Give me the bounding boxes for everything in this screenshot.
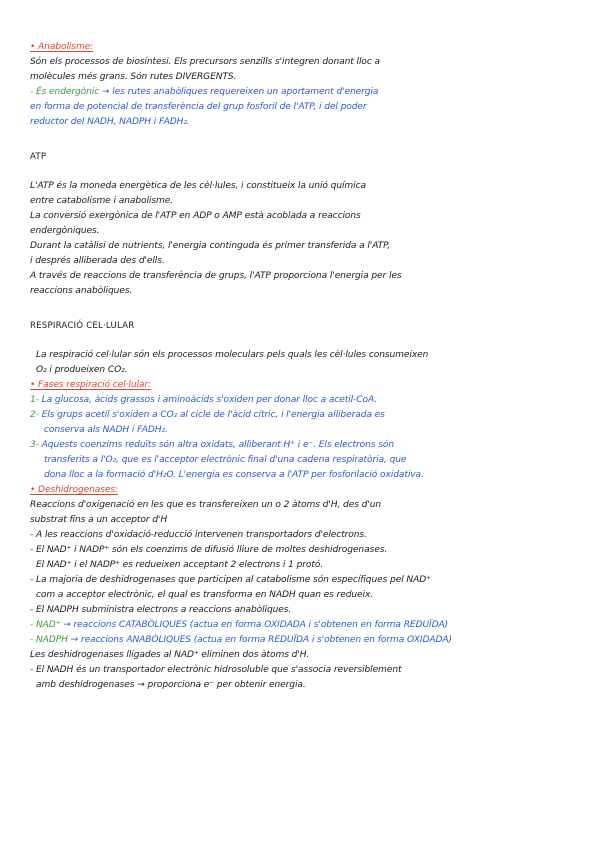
deshidro-line-10 [30, 633, 574, 648]
atp-line-7: A través de reaccions de transferència de grups, l'ATP proporciona l'energia per les [30, 271, 402, 281]
endergonic-prefix: - És endergònic [30, 87, 100, 97]
atp-line-5: Durant la catàlisi de nutrients, l'energia continguda és primer transferida a l'ATP, [30, 241, 391, 251]
anabolisme-line-2: molècules més grans. Són rutes DIVERGENTS. [30, 72, 237, 82]
respiracio-line-1: La respiració cel·lular són els processos moleculars pels quals les cèl·lules consumeixen [36, 350, 429, 360]
deshidro-line-2: substrat fins a un acceptor d'H [30, 515, 168, 525]
deshidro-line-1: Reaccions d'oxigenació en les que es transfereixen un o 2 àtoms d'H, des d'un [30, 500, 382, 510]
fase-3-number: 3- [30, 440, 39, 450]
anabolisme-heading-text: • Anabolisme: [30, 42, 94, 52]
section-heading-atp: ATP [30, 152, 47, 162]
deshidro-line-9 [30, 618, 574, 633]
nadph-rest: → reaccions ANABÒLIQUES (actua en forma REDUÏDA i s'obtenen en forma OXIDADA) [67, 635, 452, 645]
fase-3-text: Aquests coenzims reduïts són altra oxidats, alliberant H⁺ i e⁻. Els electrons són [38, 440, 394, 450]
anabolisme-line-4: en forma de potencial de transferència del grup fosforil de l'ATP, i del poder [30, 102, 367, 112]
fases-heading-text: • Fases respiració cel·lular: [30, 380, 151, 390]
fase-2-text: Els grups acetil s'oxiden a CO₂ al cicle de l'àcid cítric, i l'energia alliberada es [38, 410, 385, 420]
atp-line-4: endergòniques. [30, 226, 100, 236]
atp-line-6: i després alliberada des d'ells. [30, 256, 165, 266]
deshidro-line-12: - El NADH és un transportador electrònic hidrosoluble que s'associa reversiblement [30, 665, 402, 675]
fase-1-text: La glucosa, àcids grassos i aminoàcids s'oxiden per donar lloc a acetil-CoA. [38, 395, 378, 405]
fase-3-cont-2: dona lloc a la formació d'H₂O. L'energia es conserva a l'ATP per fosforilació oxidativa. [44, 470, 424, 480]
atp-line-8: reaccions anabòliques. [30, 286, 133, 296]
atp-line-1: L'ATP és la moneda energètica de les cèl·lules, i constitueix la unió química [30, 181, 366, 191]
nadph-prefix: - NADPH [30, 635, 68, 645]
fase-3-cont-1: transferits a l'O₂, que es l'acceptor electrònic final d'una cadena respiratòria, que [44, 455, 407, 465]
deshidro-line-3: - A les reaccions d'oxidació-reducció intervenen transportadors d'electrons. [30, 530, 367, 540]
anabolisme-line-5: reductor del NADH, NADPH i FADH₂. [30, 117, 190, 127]
fase-2-cont: conserva als NADH i FADH₂. [44, 425, 168, 435]
atp-line-3: La conversió exergònica de l'ATP en ADP o AMP està acoblada a reaccions [30, 211, 361, 221]
section-heading-respiracio: RESPIRACIÓ CEL·LULAR [30, 321, 135, 331]
deshidro-line-13: amb deshidrogenases → proporciona e⁻ per obtenir energia. [36, 680, 306, 690]
fase-2-number: 2- [30, 410, 39, 420]
endergonic-rest: → les rutes anabòliques requereixen un aportament d'energia [99, 87, 379, 97]
atp-line-2: entre catabolisme i anabolisme. [30, 196, 174, 206]
deshidro-line-7: com a acceptor electrònic, el qual es transforma en NADH quan es redueix. [36, 590, 374, 600]
anabolisme-line-3 [30, 85, 574, 100]
section-heading-deshidrogenases [30, 483, 574, 498]
respiracio-line-2: O₂ i produeixen CO₂. [36, 365, 128, 375]
fase-3 [30, 438, 574, 453]
fases-heading [30, 378, 574, 393]
deshidro-heading-text: • Deshidrogenases: [30, 485, 118, 495]
deshidro-line-8: - El NADPH subministra electrons a reaccions anabòliques. [30, 605, 292, 615]
anabolisme-line-1: Són els processos de biosíntesi. Els precursors senzills s'integren donant lloc a [30, 57, 381, 67]
nad-prefix: - NAD⁺ [30, 620, 61, 630]
section-heading-anabolisme [30, 40, 574, 55]
fase-2 [30, 408, 574, 423]
nad-rest: → reaccions CATABÒLIQUES (actua en forma OXIDADA i s'obtenen en forma REDUÏDA) [60, 620, 449, 630]
fase-1 [30, 393, 574, 408]
deshidro-line-11: Les deshidrogenases lligades al NAD⁺ eliminen dos àtoms d'H. [30, 650, 310, 660]
deshidro-line-5: El NAD⁺ i el NADP⁺ es redueixen acceptant 2 electrons i 1 protó. [36, 560, 324, 570]
deshidro-line-6: - La majoria de deshidrogenases que participen al catabolisme són específiques pel NAD⁺ [30, 575, 431, 585]
deshidro-line-4: - El NAD⁺ i NADP⁺ són els coenzims de difusió lliure de moltes deshidrogenases. [30, 545, 388, 555]
fase-1-number: 1- [30, 395, 39, 405]
